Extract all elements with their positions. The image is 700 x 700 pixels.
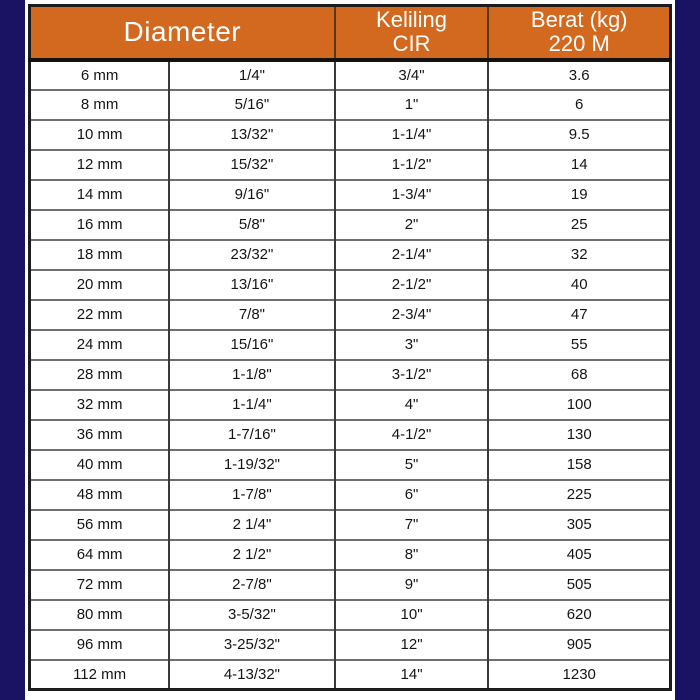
- table-row: [30, 300, 671, 330]
- table-cell: 25: [488, 210, 670, 240]
- table-cell: 32 mm: [30, 390, 170, 420]
- table-cell: 18 mm: [30, 240, 170, 270]
- header-row: [30, 6, 671, 60]
- table-cell: 158: [488, 450, 670, 480]
- table-cell: 32: [488, 240, 670, 270]
- table-cell: 15/32": [169, 150, 334, 180]
- table-row: [30, 180, 671, 210]
- table-cell: 2-7/8": [169, 570, 334, 600]
- table-cell: 15/16": [169, 330, 334, 360]
- table-cell: 1": [335, 90, 489, 120]
- table-cell: 14 mm: [30, 180, 170, 210]
- table-cell: 8": [335, 540, 489, 570]
- header-diameter: Diameter: [30, 6, 335, 60]
- table-cell: 47: [488, 300, 670, 330]
- table-row: [30, 360, 671, 390]
- table-row: [30, 540, 671, 570]
- table-cell: 2": [335, 210, 489, 240]
- table-cell: 3.6: [488, 60, 670, 90]
- table-cell: 1-1/4": [335, 120, 489, 150]
- table-row: [30, 570, 671, 600]
- table-cell: 16 mm: [30, 210, 170, 240]
- table-cell: 1-7/16": [169, 420, 334, 450]
- table-cell: 100: [488, 390, 670, 420]
- table-cell: 7": [335, 510, 489, 540]
- table-cell: 1230: [488, 660, 670, 690]
- table-cell: 905: [488, 630, 670, 660]
- table-row: [30, 330, 671, 360]
- table-cell: 40 mm: [30, 450, 170, 480]
- table-cell: 1/4": [169, 60, 334, 90]
- table-cell: 3-25/32": [169, 630, 334, 660]
- table-cell: 7/8": [169, 300, 334, 330]
- table-cell: 56 mm: [30, 510, 170, 540]
- table-cell: 1-1/8": [169, 360, 334, 390]
- table-cell: 2-1/2": [335, 270, 489, 300]
- table-cell: 3-5/32": [169, 600, 334, 630]
- table-cell: 8 mm: [30, 90, 170, 120]
- header-keliling-line1: Keliling: [376, 6, 447, 32]
- table-cell: 23/32": [169, 240, 334, 270]
- table-cell: 12": [335, 630, 489, 660]
- header-berat-line2: 220 M: [548, 31, 610, 57]
- header-keliling: [335, 6, 489, 60]
- table-cell: 5/8": [169, 210, 334, 240]
- table-cell: 3/4": [335, 60, 489, 90]
- header-berat-line1: Berat (kg): [530, 6, 628, 32]
- table-cell: 112 mm: [30, 660, 170, 690]
- table-cell: 6": [335, 480, 489, 510]
- table-cell: 225: [488, 480, 670, 510]
- table-cell: 1-19/32": [169, 450, 334, 480]
- header-keliling-line2: CIR: [392, 31, 431, 57]
- table-cell: 4-1/2": [335, 420, 489, 450]
- table-cell: 9/16": [169, 180, 334, 210]
- table-row: [30, 90, 671, 120]
- table-cell: 9": [335, 570, 489, 600]
- table-row: [30, 240, 671, 270]
- table-cell: 14": [335, 660, 489, 690]
- header-berat: [488, 6, 670, 60]
- table-cell: 80 mm: [30, 600, 170, 630]
- table-cell: 405: [488, 540, 670, 570]
- table-row: [30, 390, 671, 420]
- table-row: [30, 120, 671, 150]
- table-cell: 9.5: [488, 120, 670, 150]
- table-header: [30, 6, 671, 60]
- table-cell: 4": [335, 390, 489, 420]
- table-cell: 40: [488, 270, 670, 300]
- table-cell: 64 mm: [30, 540, 170, 570]
- table-cell: 2 1/4": [169, 510, 334, 540]
- table-cell: 1-1/2": [335, 150, 489, 180]
- table-cell: 2 1/2": [169, 540, 334, 570]
- table-body: [30, 60, 671, 690]
- table-row: [30, 630, 671, 660]
- table-cell: 6 mm: [30, 60, 170, 90]
- table-row: [30, 600, 671, 630]
- table-cell: 3-1/2": [335, 360, 489, 390]
- table-cell: 19: [488, 180, 670, 210]
- table-row: [30, 270, 671, 300]
- table-cell: 48 mm: [30, 480, 170, 510]
- table-cell: 55: [488, 330, 670, 360]
- table-cell: 28 mm: [30, 360, 170, 390]
- table-cell: 10": [335, 600, 489, 630]
- table-cell: 1-1/4": [169, 390, 334, 420]
- table-cell: 130: [488, 420, 670, 450]
- table-cell: 10 mm: [30, 120, 170, 150]
- table-row: [30, 150, 671, 180]
- table-row: [30, 450, 671, 480]
- table-cell: 24 mm: [30, 330, 170, 360]
- table-cell: 5/16": [169, 90, 334, 120]
- table-cell: 96 mm: [30, 630, 170, 660]
- table-cell: 505: [488, 570, 670, 600]
- table-cell: 13/32": [169, 120, 334, 150]
- table-cell: 6: [488, 90, 670, 120]
- table-cell: 305: [488, 510, 670, 540]
- table-cell: 2-3/4": [335, 300, 489, 330]
- table-cell: 2-1/4": [335, 240, 489, 270]
- table-cell: 36 mm: [30, 420, 170, 450]
- table-cell: 5": [335, 450, 489, 480]
- table-cell: 620: [488, 600, 670, 630]
- table-cell: 20 mm: [30, 270, 170, 300]
- table-row: [30, 480, 671, 510]
- table-cell: 1-7/8": [169, 480, 334, 510]
- table-cell: 72 mm: [30, 570, 170, 600]
- table-row: [30, 420, 671, 450]
- table-cell: 4-13/32": [169, 660, 334, 690]
- table-row: [30, 210, 671, 240]
- table-cell: 12 mm: [30, 150, 170, 180]
- table-row: [30, 510, 671, 540]
- table-frame: [25, 0, 675, 700]
- table-cell: 14: [488, 150, 670, 180]
- table-cell: 22 mm: [30, 300, 170, 330]
- table-cell: 1-3/4": [335, 180, 489, 210]
- table-cell: 13/16": [169, 270, 334, 300]
- spec-table: [28, 4, 672, 691]
- table-cell: 68: [488, 360, 670, 390]
- table-row: [30, 60, 671, 90]
- table-cell: 3": [335, 330, 489, 360]
- table-row: [30, 660, 671, 690]
